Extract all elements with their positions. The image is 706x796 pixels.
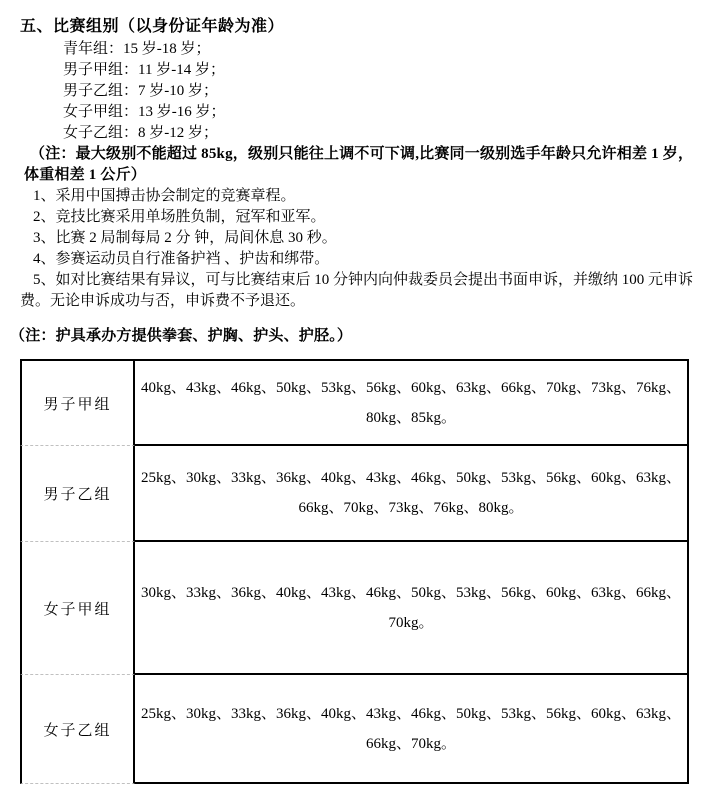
rule-2: 2、竞技比赛采用单场胜负制，冠军和亚军。 [33, 209, 326, 225]
group-cell: 男子乙组 [20, 446, 135, 542]
section-heading: 五、比赛组别（以身份证年龄为准） [20, 18, 285, 35]
rules-list [20, 186, 698, 312]
weight-limit-note: （注：最大级别不能超过 85kg，级别只能往上调不可下调,比赛同一级别选手年龄只允许相差 1 岁，体重相差 1 公斤） [24, 146, 694, 183]
rule-3: 3、比赛 2 局制每局 2 分 钟，局间休息 30 秒。 [33, 230, 337, 246]
age-group-female-a: 女子甲组：13 岁-16 岁； [63, 104, 226, 120]
group-cell: 男子甲组 [20, 359, 135, 446]
age-group-female-b: 女子乙组：8 岁-12 岁； [63, 125, 218, 141]
table-row-female-a [20, 542, 689, 675]
weights-cell: 30kg、33kg、36kg、40kg、43kg、46kg、50kg、53kg、56kg、60kg、63kg、66kg、70kg。 [135, 542, 689, 675]
weights-cell: 25kg、30kg、33kg、36kg、40kg、43kg、46kg、50kg、53kg、56kg、60kg、63kg、66kg、70kg。 [135, 675, 689, 784]
age-group-male-b: 男子乙组：7 岁-10 岁； [63, 83, 218, 99]
protective-gear-note: （注：护具承办方提供拳套、护胸、护头、护胫。） [10, 328, 353, 344]
rule-5: 5、如对比赛结果有异议，可与比赛结束后 10 分钟内向仲裁委员会提出书面申诉，并缴纳 100 元申诉费。无论申诉成功与否，申诉费不予退还。 [20, 272, 694, 309]
table-row-female-b [20, 675, 689, 784]
rule-4: 4、参赛运动员自行准备护裆 、护齿和绑带。 [33, 251, 330, 267]
age-group-youth: 青年组：15 岁-18 岁； [63, 41, 211, 57]
rule-1: 1、采用中国搏击协会制定的竞赛章程。 [33, 188, 296, 204]
age-group-male-a: 男子甲组：11 岁-14 岁； [63, 62, 225, 78]
age-group-list [20, 39, 698, 144]
weights-cell: 40kg、43kg、46kg、50kg、53kg、56kg、60kg、63kg、66kg、70kg、73kg、76kg、80kg、85kg。 [135, 359, 689, 446]
table-row-male-b [20, 446, 689, 542]
table-row-male-a [20, 359, 689, 446]
weight-categories-table [20, 359, 689, 784]
weights-cell: 25kg、30kg、33kg、36kg、40kg、43kg、46kg、50kg、53kg、56kg、60kg、63kg、66kg、70kg、73kg、76kg、80kg。 [135, 446, 689, 542]
group-cell: 女子乙组 [20, 675, 135, 784]
group-cell: 女子甲组 [20, 542, 135, 675]
